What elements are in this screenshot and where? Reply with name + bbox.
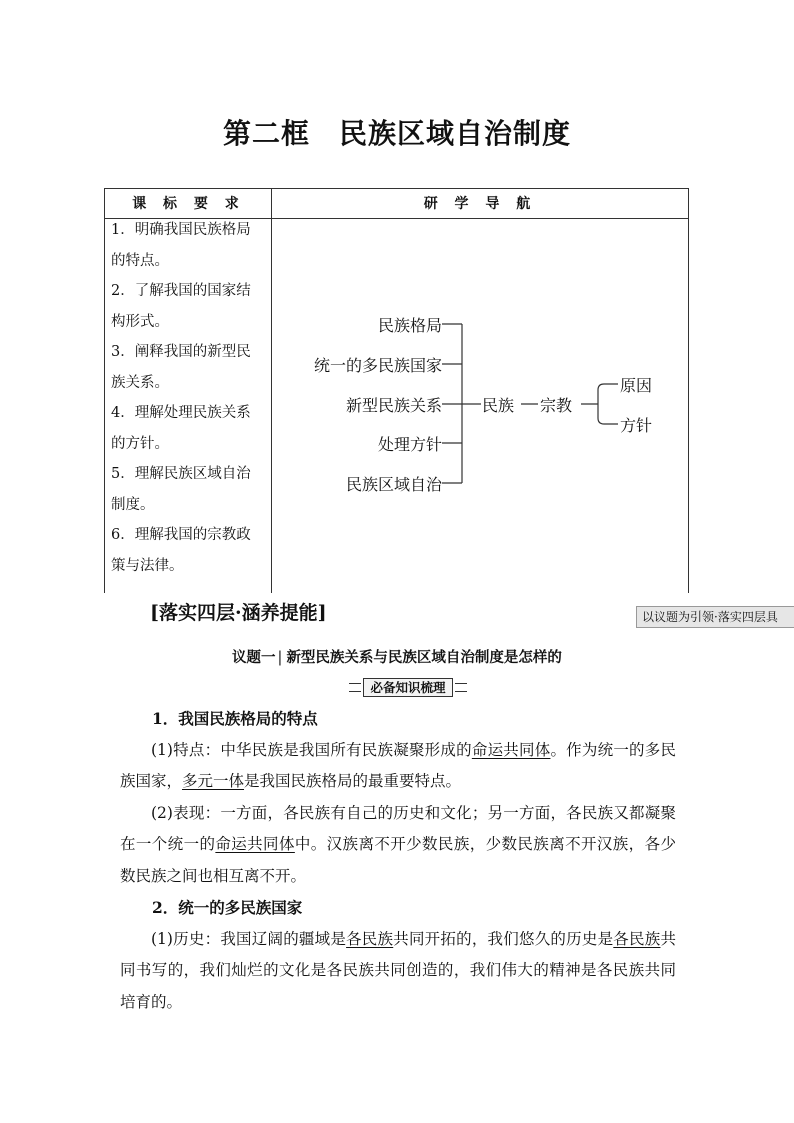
topic-label: 议题一	[232, 649, 276, 666]
table-header-requirements: 课 标 要 求	[132, 196, 245, 212]
paragraph-feature: (1)特点：中华民族是我国所有民族凝聚形成的命运共同体。作为统一的多民族国家，多元一体是我国民族格局的最重要特点。	[120, 740, 676, 790]
requirement-item: 4．理解处理民族关系 的方针。	[111, 405, 251, 452]
diagram-center-religion: 宗教	[540, 396, 573, 415]
content-body	[120, 703, 676, 1018]
paragraph-history: (1)历史：我国辽阔的疆域是各民族共同开拓的，我们悠久的历史是各民族共同书写的，我们灿烂的文化是各民族共同创造的，我们伟大的精神是各民族共同培育的。	[120, 929, 676, 1011]
topic-text: 新型民族关系与民族区域自治制度是怎样的	[286, 649, 562, 666]
requirement-item: 1．明确我国民族格局 的特点。	[111, 222, 251, 269]
section-heading-2: 2．统一的多民族国家	[152, 898, 303, 917]
section-ribbon: 以议题为引领·落实四层具	[636, 606, 794, 628]
diagram-item-unified-state: 统一的多民族国家	[313, 356, 442, 375]
knowledge-tag: 必备知识梳理	[340, 677, 476, 697]
requirement-item: 5．理解民族区域自治 制度。	[111, 466, 251, 513]
topic-bar: |	[277, 650, 283, 666]
paragraph-performance: (2)表现：一方面，各民族有自己的历史和文化；另一方面，各民族又都凝聚在一个统一的命运共同体中。汉族离不开少数民族，少数民族离不开汉族，各少数民族之间也相互离不开。	[120, 803, 676, 885]
requirement-item: 3．阐释我国的新型民 族关系。	[111, 344, 251, 391]
topic-heading	[0, 646, 794, 667]
diagram-center-ethnic: 民族	[482, 396, 515, 415]
diagram-right-reason: 原因	[620, 376, 653, 395]
diagram-right-policy: 方针	[620, 416, 653, 435]
table-header-guide: 研 学 导 航	[423, 196, 537, 212]
section-band-title: [落实四层·涵养提能]	[150, 602, 327, 624]
requirement-item: 6．理解我国的宗教政 策与法律。	[111, 527, 251, 574]
diagram-item-new-relations: 新型民族关系	[345, 396, 442, 415]
section-heading-1: 1．我国民族格局的特点	[152, 709, 318, 728]
diagram-item-ethnic-pattern: 民族格局	[377, 316, 442, 335]
page-title: 第二框 民族区域自治制度	[222, 117, 571, 150]
requirement-item: 2．了解我国的国家结 构形式。	[111, 283, 251, 330]
diagram-item-autonomy: 民族区域自治	[345, 475, 442, 494]
diagram-item-policy: 处理方针	[377, 435, 442, 454]
